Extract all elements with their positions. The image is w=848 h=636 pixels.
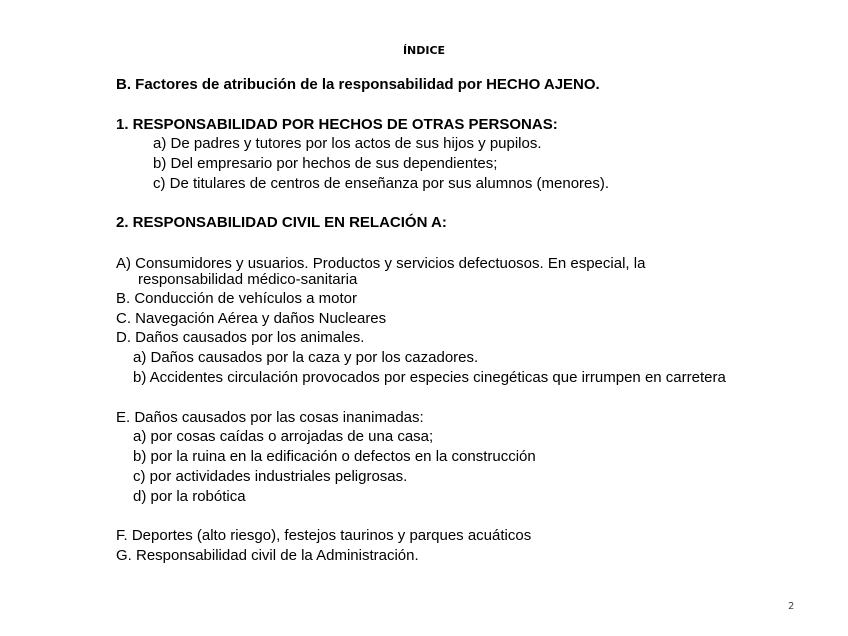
section-2-d-item-a: a) Daños causados por la caza y por los cazadores. (133, 349, 479, 366)
section-2-e-item-b: b) por la ruina en la edificación o defectos en la construcción (133, 448, 536, 465)
section-2-d-title: D. Daños causados por los animales. (116, 329, 365, 346)
section-2-c: C. Navegación Aérea y daños Nucleares (116, 310, 387, 327)
section-2-title: 2. RESPONSABILIDAD CIVIL EN RELACIÓN A: (116, 214, 447, 231)
section-2-a-line2: responsabilidad médico-sanitaria (138, 271, 358, 288)
page-heading: ÍNDICE (402, 44, 446, 57)
section-1-item-b: b) Del empresario por hechos de sus dependientes; (153, 155, 498, 172)
section-1-item-c: c) De titulares de centros de enseñanza por sus alumnos (menores). (153, 175, 610, 192)
section-1-item-a: a) De padres y tutores por los actos de sus hijos y pupilos. (153, 135, 542, 152)
section-2-e-item-d: d) por la robótica (133, 488, 246, 505)
section-b-title: B. Factores de atribución de la responsabilidad por HECHO AJENO. (116, 76, 600, 93)
section-1-title: 1. RESPONSABILIDAD POR HECHOS DE OTRAS PERSONAS: (116, 116, 558, 133)
section-2-f: F. Deportes (alto riesgo), festejos taurinos y parques acuáticos (116, 527, 532, 544)
section-2-d-item-b: b) Accidentes circulación provocados por especies cinegéticas que irrumpen en carretera (133, 369, 726, 386)
section-2-e-item-a: a) por cosas caídas o arrojadas de una casa; (133, 428, 434, 445)
section-2-a-line1: A) Consumidores y usuarios. Productos y servicios defectuosos. En especial, la (116, 255, 646, 272)
page-number: 2 (788, 601, 795, 612)
section-2-e-title: E. Daños causados por las cosas inanimadas: (116, 409, 424, 426)
section-2-b: B. Conducción de vehículos a motor (116, 290, 357, 307)
section-2-e-item-c: c) por actividades industriales peligrosas. (133, 468, 408, 485)
section-2-g: G. Responsabilidad civil de la Administración. (116, 547, 419, 564)
